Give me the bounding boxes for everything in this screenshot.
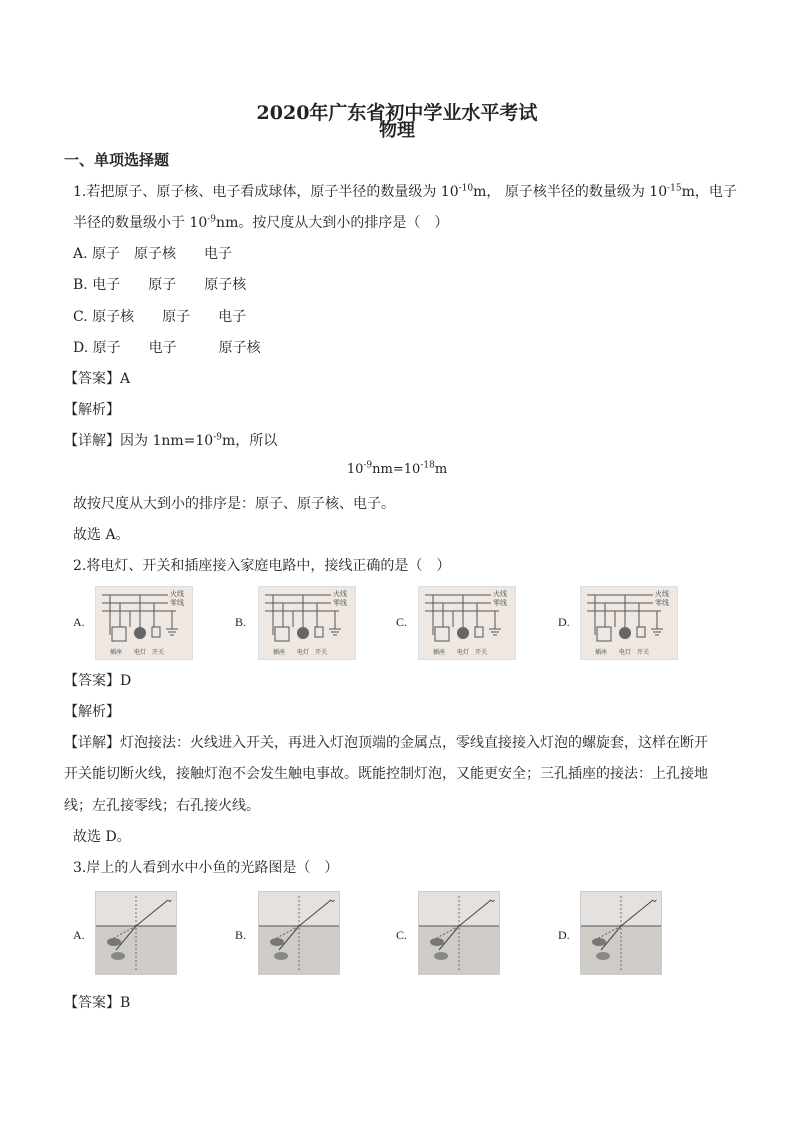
q1-choice: 故选 A。: [73, 527, 130, 543]
q2-circuit-d: [580, 586, 678, 660]
section-heading: 一、单项选择题: [64, 151, 170, 169]
q1-stem-line2: 半径的数量级小于 $10^{-9}nm$。按尺度从大到小的排序是（ ）: [73, 214, 449, 231]
q3-fig-label-b: B.: [235, 928, 247, 942]
q1-formula: $10^{-9}nm=10^{-18}m$: [346, 460, 448, 477]
light-path-diagram-a: [96, 892, 176, 974]
live-wire-label: 火线: [493, 590, 507, 598]
q1-stem-line1: 1.若把原子、原子核、电子看成球体，原子半径的数量级为 $10^{-10}m$， 原子核半径的数量级为 $10^{-15}m$，电子: [73, 183, 737, 200]
neutral-wire-label: 零线: [493, 599, 507, 607]
neutral-wire-label: 零线: [170, 599, 184, 607]
q1-answer: 【答案】A: [64, 371, 131, 387]
q3-optics-d: [580, 891, 662, 975]
q3-answer: 【答案】B: [64, 995, 131, 1011]
q2-circuit-b: [258, 586, 356, 660]
socket-label: 插座: [433, 649, 446, 656]
neutral-wire-label: 零线: [333, 599, 347, 607]
q2-stem: 2.将电灯、开关和插座接入家庭电路中，接线正确的是（ ）: [73, 558, 451, 574]
socket-label: 插座: [110, 649, 123, 656]
live-wire-label: 火线: [655, 590, 669, 598]
q2-detail-line3: 线；左孔接零线；右孔接火线。: [64, 798, 260, 814]
live-wire-label: 火线: [333, 590, 347, 598]
switch-label: 开关: [475, 649, 488, 656]
q2-circuit-c: [418, 586, 516, 660]
q1-option-a: A. 原子 原子核 电子: [73, 246, 233, 262]
light-path-diagram-b: [259, 892, 339, 974]
svg-text:⌄: ⌄: [651, 895, 659, 905]
q2-fig-label-c: C.: [396, 615, 408, 629]
svg-text:⌄: ⌄: [329, 895, 337, 905]
lamp-label: 电灯: [457, 649, 470, 656]
lamp-label: 电灯: [134, 649, 147, 656]
lamp-label: 电灯: [297, 649, 310, 656]
q2-answer: 【答案】D: [64, 673, 132, 689]
q1-option-b: B. 电子 原子 原子核: [73, 277, 247, 293]
q2-choice: 故选 D。: [73, 829, 131, 845]
q3-optics-c: [418, 891, 500, 975]
socket-label: 插座: [273, 649, 286, 656]
exam-title: 2020年广东省初中学业水平考试: [256, 102, 538, 124]
q3-fig-label-c: C.: [396, 928, 408, 942]
q2-fig-label-b: B.: [235, 615, 247, 629]
q1-detail: 【详解】因为 $1nm=10^{-9}m$，所以: [64, 432, 278, 449]
subject-title: 物理: [379, 120, 415, 141]
q3-fig-label-d: D.: [558, 928, 570, 942]
q3-stem: 3.岸上的人看到水中小鱼的光路图是（ ）: [73, 860, 339, 876]
q2-fig-label-d: D.: [558, 615, 570, 629]
q1-conclusion: 故按尺度从大到小的排序是：原子、原子核、电子。: [73, 496, 395, 512]
svg-text:⌄: ⌄: [166, 895, 174, 905]
q1-option-c: C. 原子核 原子 电子: [73, 309, 247, 325]
neutral-wire-label: 零线: [655, 599, 669, 607]
q2-fig-label-a: A.: [73, 615, 85, 629]
light-path-diagram-d: [581, 892, 661, 974]
q2-analysis: 【解析】: [64, 704, 120, 720]
lamp-label: 电灯: [619, 649, 632, 656]
q3-optics-a: [95, 891, 177, 975]
switch-label: 开关: [152, 649, 165, 656]
q2-detail-line1: 【详解】灯泡接法：火线进入开关，再进入灯泡顶端的金属点，零线直接接入灯泡的螺旋套，这样在断开: [64, 735, 708, 751]
socket-label: 插座: [595, 649, 608, 656]
light-path-diagram-c: [419, 892, 499, 974]
q3-fig-label-a: A.: [73, 928, 85, 942]
q2-detail-line2: 开关能切断火线，接触灯泡不会发生触电事故。既能控制灯泡，又能更安全；三孔插座的接法：上孔接地: [64, 766, 708, 782]
q2-circuit-a: [95, 586, 193, 660]
q3-optics-b: [258, 891, 340, 975]
switch-label: 开关: [315, 649, 328, 656]
live-wire-label: 火线: [170, 590, 184, 598]
q1-analysis: 【解析】: [64, 402, 120, 418]
switch-label: 开关: [637, 649, 650, 656]
q1-option-d: D. 原子 电子 原子核: [73, 340, 261, 356]
svg-text:⌄: ⌄: [489, 895, 497, 905]
